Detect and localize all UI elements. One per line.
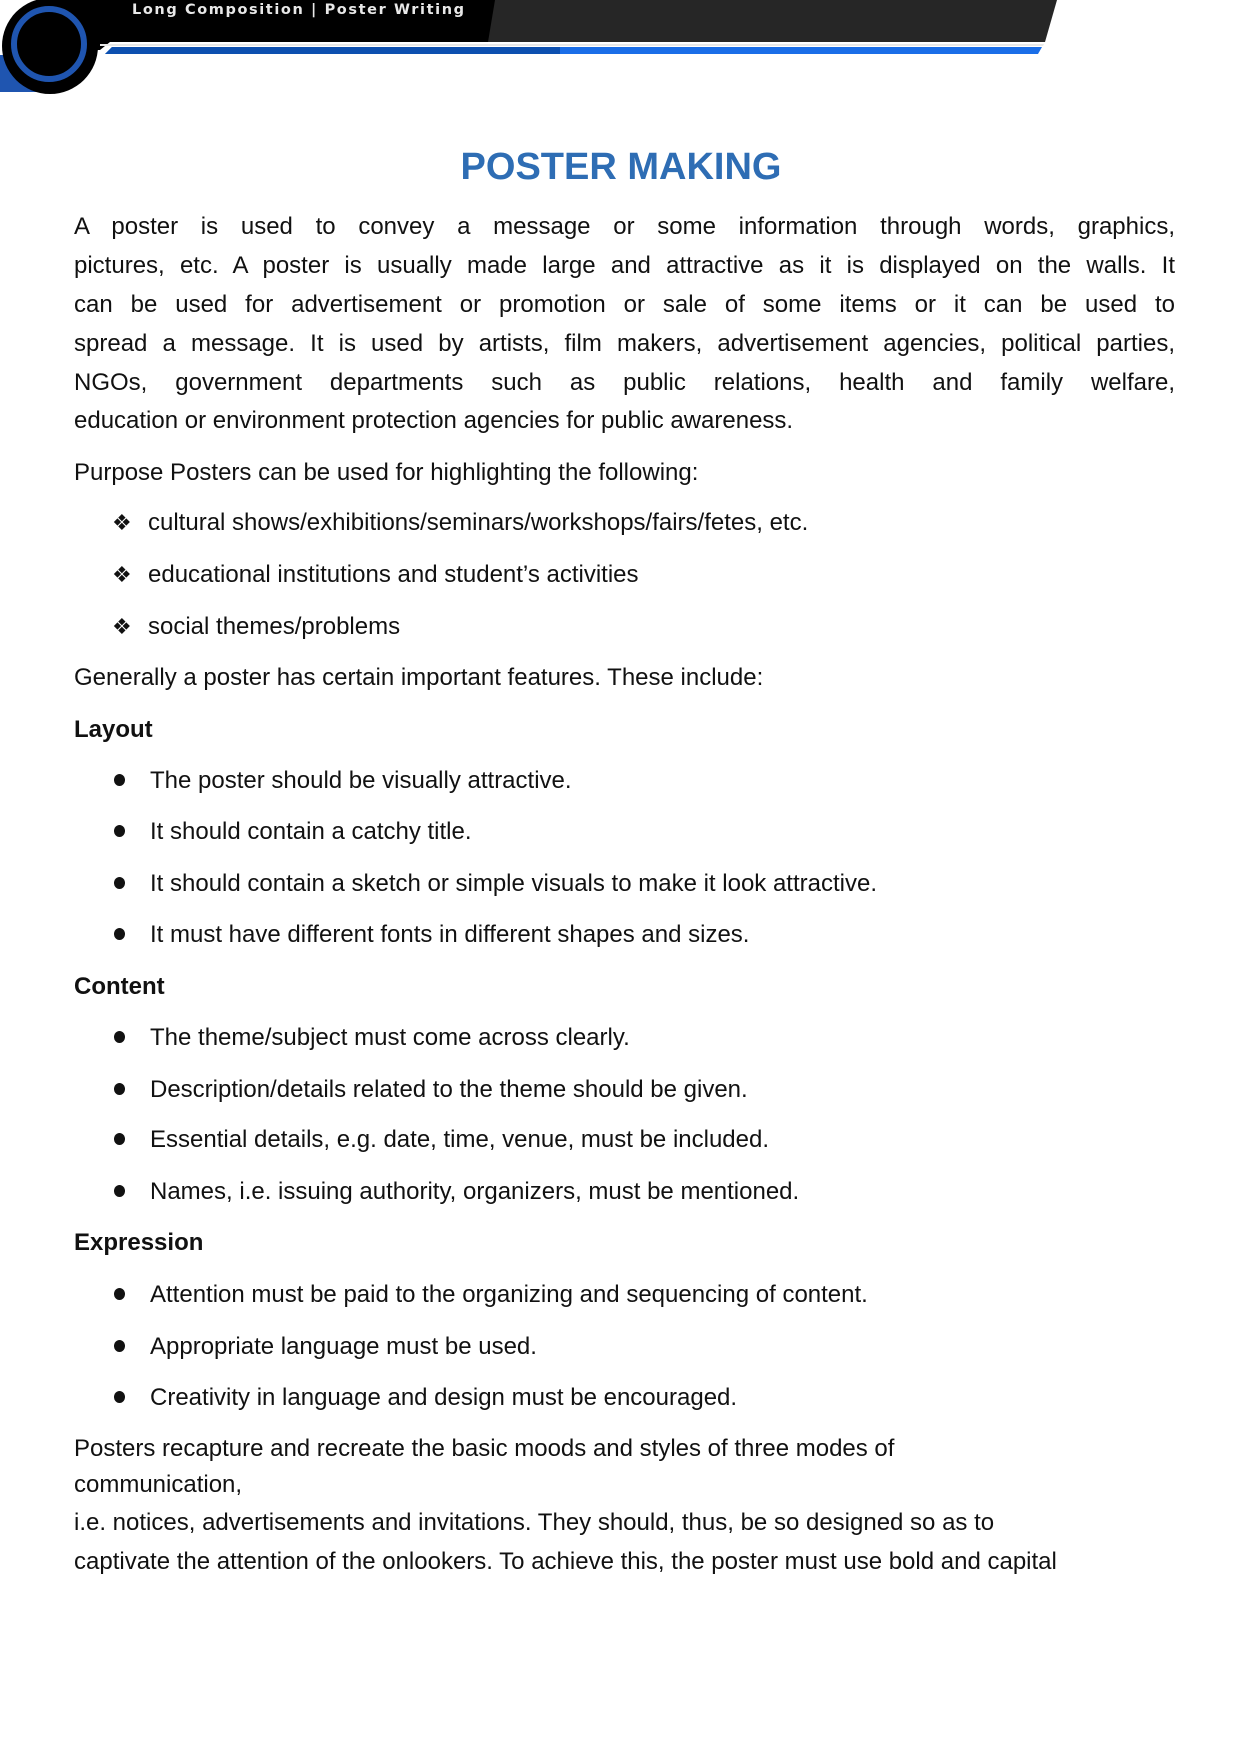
- intro-line: pictures, etc. A poster is usually made large and attractive as it is displayed on the walls. It: [74, 252, 1175, 279]
- list-item: [112, 1075, 748, 1105]
- list-item-text: Essential details, e.g. date, time, venue, must be included.: [150, 1126, 770, 1153]
- list-item-text: It must have different fonts in different shapes and sizes.: [150, 921, 750, 948]
- bullet-dot-icon: [114, 1083, 125, 1095]
- bullet-dot-icon: [114, 774, 125, 786]
- closing-line: i.e. notices, advertisements and invitations. They should, thus, be so designed so as to: [74, 1509, 995, 1536]
- list-item: [112, 508, 808, 538]
- bullet-dot-icon: [114, 1133, 125, 1145]
- section-heading-expression: Expression: [74, 1229, 204, 1256]
- diamond-bullet-icon: ❖: [112, 562, 132, 587]
- header-title: Long Composition | Poster Writing: [132, 2, 466, 18]
- list-item-text: Appropriate language must be used.: [150, 1333, 537, 1360]
- closing-line: communication,: [74, 1471, 243, 1498]
- list-item-text: Attention must be paid to the organizing and sequencing of content.: [150, 1281, 868, 1308]
- features-intro: Generally a poster has certain important features. These include:: [74, 664, 764, 691]
- list-item-text: Creativity in language and design must be encouraged.: [150, 1384, 738, 1411]
- bullet-dot-icon: [114, 877, 125, 889]
- list-item: [112, 1383, 737, 1413]
- purpose-intro: Purpose Posters can be used for highlighting the following:: [74, 459, 699, 486]
- list-item: [112, 1280, 868, 1310]
- intro-line: A poster is used to convey a message or some information through words, graphics,: [74, 213, 1175, 240]
- closing-line: Posters recapture and recreate the basic moods and styles of three modes of: [74, 1435, 895, 1462]
- bullet-dot-icon: [114, 1391, 125, 1403]
- list-item: [112, 1332, 537, 1362]
- list-item-text: educational institutions and student’s activities: [148, 561, 639, 588]
- intro-line: can be used for advertisement or promotion or sale of some items or it can be used to: [74, 291, 1175, 318]
- page-title: POSTER MAKING: [460, 146, 782, 188]
- list-item: [112, 1125, 769, 1155]
- intro-line: education or environment protection agencies for public awareness.: [74, 407, 794, 434]
- list-item: [112, 1177, 799, 1207]
- list-item-text: It should contain a catchy title.: [150, 818, 472, 845]
- list-item: [112, 817, 472, 847]
- bullet-dot-icon: [114, 928, 125, 940]
- section-heading-content: Content: [74, 973, 165, 1000]
- section-heading-layout: Layout: [74, 716, 153, 743]
- diamond-bullet-icon: ❖: [112, 510, 132, 535]
- bullet-dot-icon: [114, 1340, 125, 1352]
- bullet-dot-icon: [114, 1031, 125, 1043]
- bullet-dot-icon: [114, 1288, 125, 1300]
- list-item-text: The poster should be visually attractive.: [150, 767, 572, 794]
- list-item: [112, 560, 639, 590]
- intro-line: NGOs, government departments such as public relations, health and family welfare,: [74, 369, 1175, 396]
- intro-line: spread a message. It is used by artists, film makers, advertisement agencies, political parties,: [74, 330, 1175, 357]
- list-item: [112, 766, 572, 796]
- bullet-dot-icon: [114, 1185, 125, 1197]
- list-item: [112, 869, 877, 899]
- list-item-text: Names, i.e. issuing authority, organizers, must be mentioned.: [150, 1178, 800, 1205]
- list-item-text: Description/details related to the theme should be given.: [150, 1076, 748, 1103]
- list-item-text: The theme/subject must come across clearly.: [150, 1024, 630, 1051]
- list-item-text: It should contain a sketch or simple visuals to make it look attractive.: [150, 870, 877, 897]
- list-item: [112, 920, 749, 950]
- diamond-bullet-icon: ❖: [112, 614, 132, 639]
- list-item-text: social themes/problems: [148, 613, 401, 640]
- closing-line: captivate the attention of the onlookers. To achieve this, the poster must use bold and capital: [74, 1548, 1057, 1575]
- page-header-banner: [0, 0, 1242, 100]
- list-item: [112, 1023, 630, 1053]
- bullet-dot-icon: [114, 825, 125, 837]
- list-item: [112, 612, 400, 642]
- list-item-text: cultural shows/exhibitions/seminars/workshops/fairs/fetes, etc.: [148, 509, 809, 536]
